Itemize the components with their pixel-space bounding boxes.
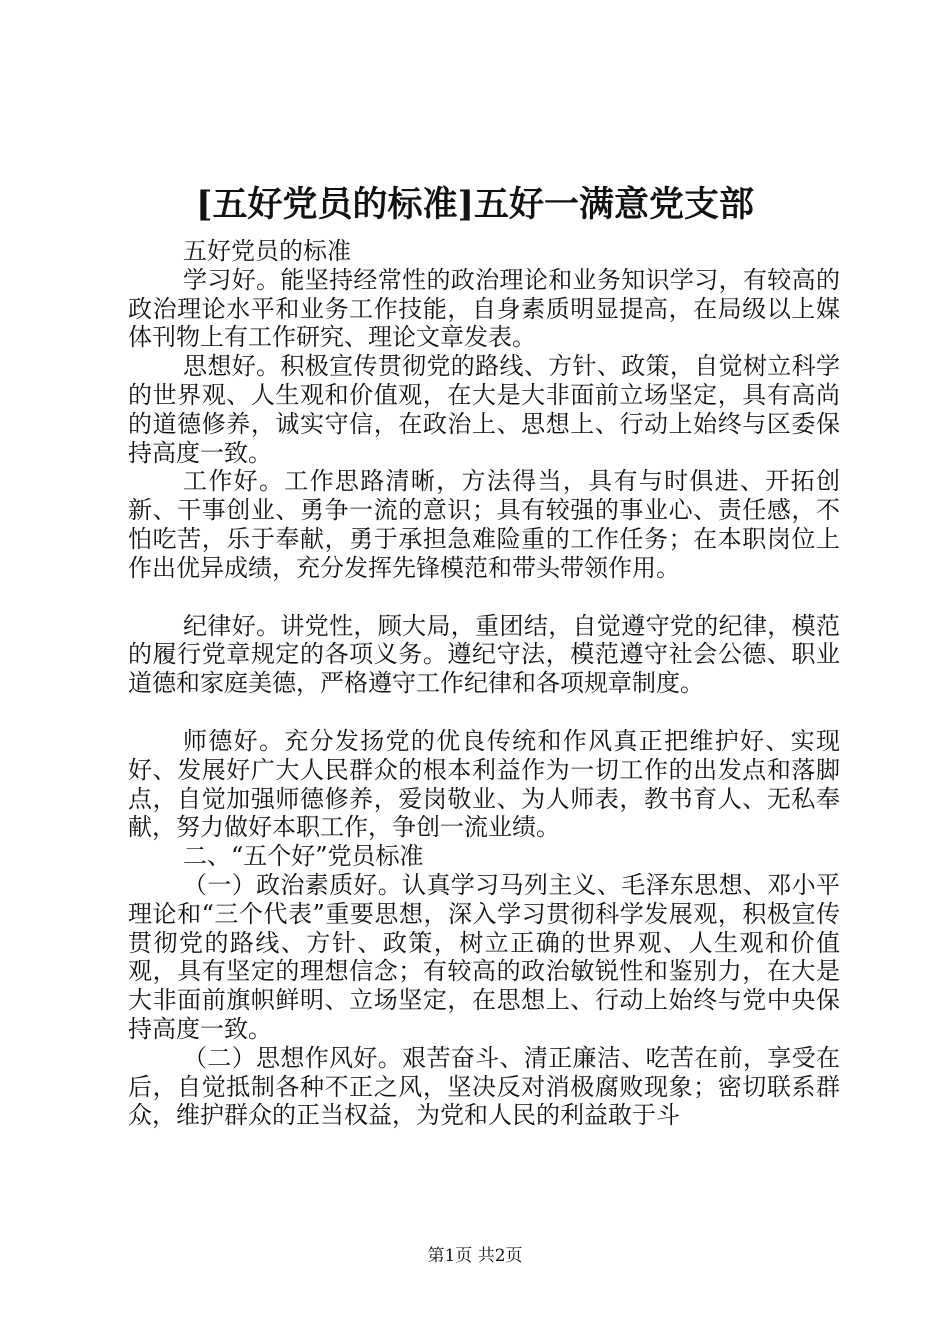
- section-heading-two: 二、“五个好”党员标准: [183, 842, 424, 871]
- paragraph-thought: 思想好。积极宣传贯彻党的路线、方针、政策，自觉树立科学的世界观、人生观和价值观，在大是大非面前立场坚定，具有高尚的道德修养，诚实守信，在政治上、思想上、行动上始终与区委保持高度一致。: [128, 352, 840, 467]
- page-number: 第1页 共2页: [427, 1246, 523, 1266]
- document-body: [128, 237, 840, 1130]
- section-heading: 五好党员的标准: [183, 237, 351, 265]
- paragraph-gap: [128, 698, 840, 727]
- paragraph-work: 工作好。工作思路清晰，方法得当，具有与时俱进、开拓创新、干事创业、勇争一流的意识；具有较强的事业心、责任感，不怕吃苦，乐于奉献，勇于承担急难险重的工作任务；在本职岗位上作出优异成绩，充分发挥先锋模范和带头带领作用。: [128, 467, 840, 582]
- paragraph-work-style: （二）思想作风好。艰苦奋斗、清正廉洁、吃苦在前，享受在后，自觉抵制各种不正之风，坚决反对消极腐败现象；密切联系群众，维护群众的正当权益，为党和人民的利益敢于斗: [128, 1043, 840, 1130]
- paragraph-study: 学习好。能坚持经常性的政治理论和业务知识学习，有较高的政治理论水平和业务工作技能，自身素质明显提高，在局级以上媒体刊物上有工作研究、理论文章发表。: [128, 265, 840, 352]
- document-title: [五好党员的标准]五好一满意党支部: [195, 184, 755, 225]
- paragraph-political-quality: （一）政治素质好。认真学习马列主义、毛泽东思想、邓小平理论和“三个代表”重要思想，深入学习贯彻科学发展观，积极宣传贯彻党的路线、方针、政策，树立正确的世界观、人生观和价值观，具有坚定的理想信念；有较高的政治敏锐性和鉴别力，在大是大非面前旗帜鲜明、立场坚定，在思想上、行动上始终与党中央保持高度一致。: [128, 870, 840, 1043]
- paragraph-ethics: 师德好。充分发扬党的优良传统和作风真正把维护好、实现好、发展好广大人民群众的根本利益作为一切工作的出发点和落脚点，自觉加强师德修养，爱岗敬业、为人师表，教书育人、无私奉献，努力做好本职工作，争创一流业绩。: [128, 726, 840, 842]
- paragraph-gap: [128, 583, 840, 612]
- paragraph-discipline: 纪律好。讲党性，顾大局，重团结，自觉遵守党的纪律，模范的履行党章规定的各项义务。遵纪守法，模范遵守社会公德、职业道德和家庭美德，严格遵守工作纪律和各项规章制度。: [128, 611, 840, 698]
